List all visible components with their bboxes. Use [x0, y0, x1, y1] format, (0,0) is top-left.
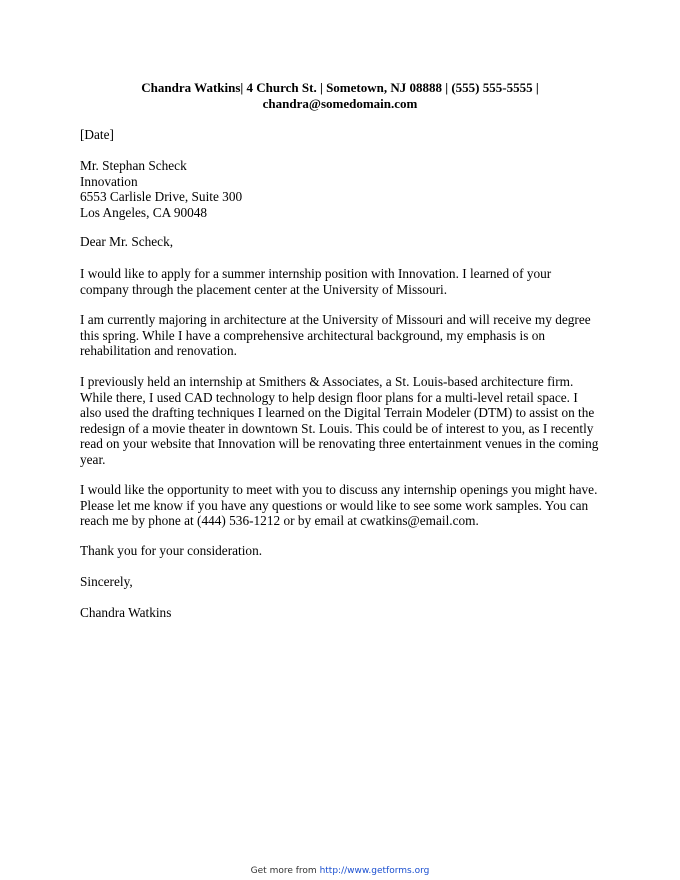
closing-line [80, 574, 610, 590]
paragraph-line: year. [80, 451, 106, 467]
paragraph-line: I would like the opportunity to meet with you to discuss any internship openings you might have. [80, 482, 598, 497]
recipient-street: 6553 Carlisle Drive, Suite 300 [80, 189, 243, 204]
recipient-city: Los Angeles, CA 90048 [80, 204, 208, 220]
paragraph-request [80, 482, 610, 529]
letter-date [80, 127, 610, 143]
paragraph-line: I previously held an internship at Smithers & Associates, a St. Louis-based architecture firm. [80, 374, 574, 389]
page-footer [0, 866, 680, 876]
paragraph-experience [80, 374, 610, 467]
paragraph-line: reach me by phone at (444) 536-1212 or by email at cwatkins@email.com. [80, 513, 479, 528]
thanks-line [80, 543, 610, 559]
recipient-address [80, 158, 610, 220]
recipient-company: Innovation [80, 173, 138, 189]
paragraph-line: redesign of a movie theater in downtown St. Louis. This could be of interest to you, as I recently [80, 420, 594, 436]
paragraph-intro [80, 266, 610, 297]
salutation [80, 234, 610, 250]
paragraph-line: I would like to apply for a summer internship position with Innovation. I learned of your [80, 266, 552, 281]
date-text: [Date] [80, 127, 114, 142]
thanks-text: Thank you for your consideration. [80, 543, 263, 558]
paragraph-line: read on your website that Innovation will be renovating three entertainment venues in the coming [80, 436, 599, 451]
closing-text: Sincerely, [80, 574, 133, 589]
paragraph-line: Please let me know if you have any questions or would like to see some work samples. You can [80, 497, 589, 513]
paragraph-line: While there, I used CAD technology to help design floor plans for a multi-level retail space. I [80, 389, 578, 405]
letter-header [0, 80, 680, 112]
paragraph-line: company through the placement center at the University of Missouri. [80, 281, 448, 297]
recipient-name: Mr. Stephan Scheck [80, 158, 187, 173]
salutation-text: Dear Mr. Scheck, [80, 234, 174, 249]
signature-name [80, 605, 610, 621]
paragraph-line: rehabilitation and renovation. [80, 343, 237, 358]
paragraph-line: this spring. While I have a comprehensive architectural background, my emphasis is on [80, 327, 546, 343]
paragraph-line: I am currently majoring in architecture at the University of Missouri and will receive my degree [80, 312, 591, 327]
paragraph-education [80, 312, 610, 359]
header-email-line: chandra@somedomain.com [262, 96, 418, 111]
footer-link[interactable]: http://www.getforms.org [319, 866, 430, 876]
header-contact-line: Chandra Watkins| 4 Church St. | Sometown, NJ 08888 | (555) 555-5555 | [141, 80, 539, 95]
footer-prefix: Get more from [250, 866, 320, 876]
paragraph-line: also used the drafting techniques I learned on the Digital Terrain Modeler (DTM) to assist on the [80, 405, 595, 420]
signature-text: Chandra Watkins [80, 605, 172, 620]
